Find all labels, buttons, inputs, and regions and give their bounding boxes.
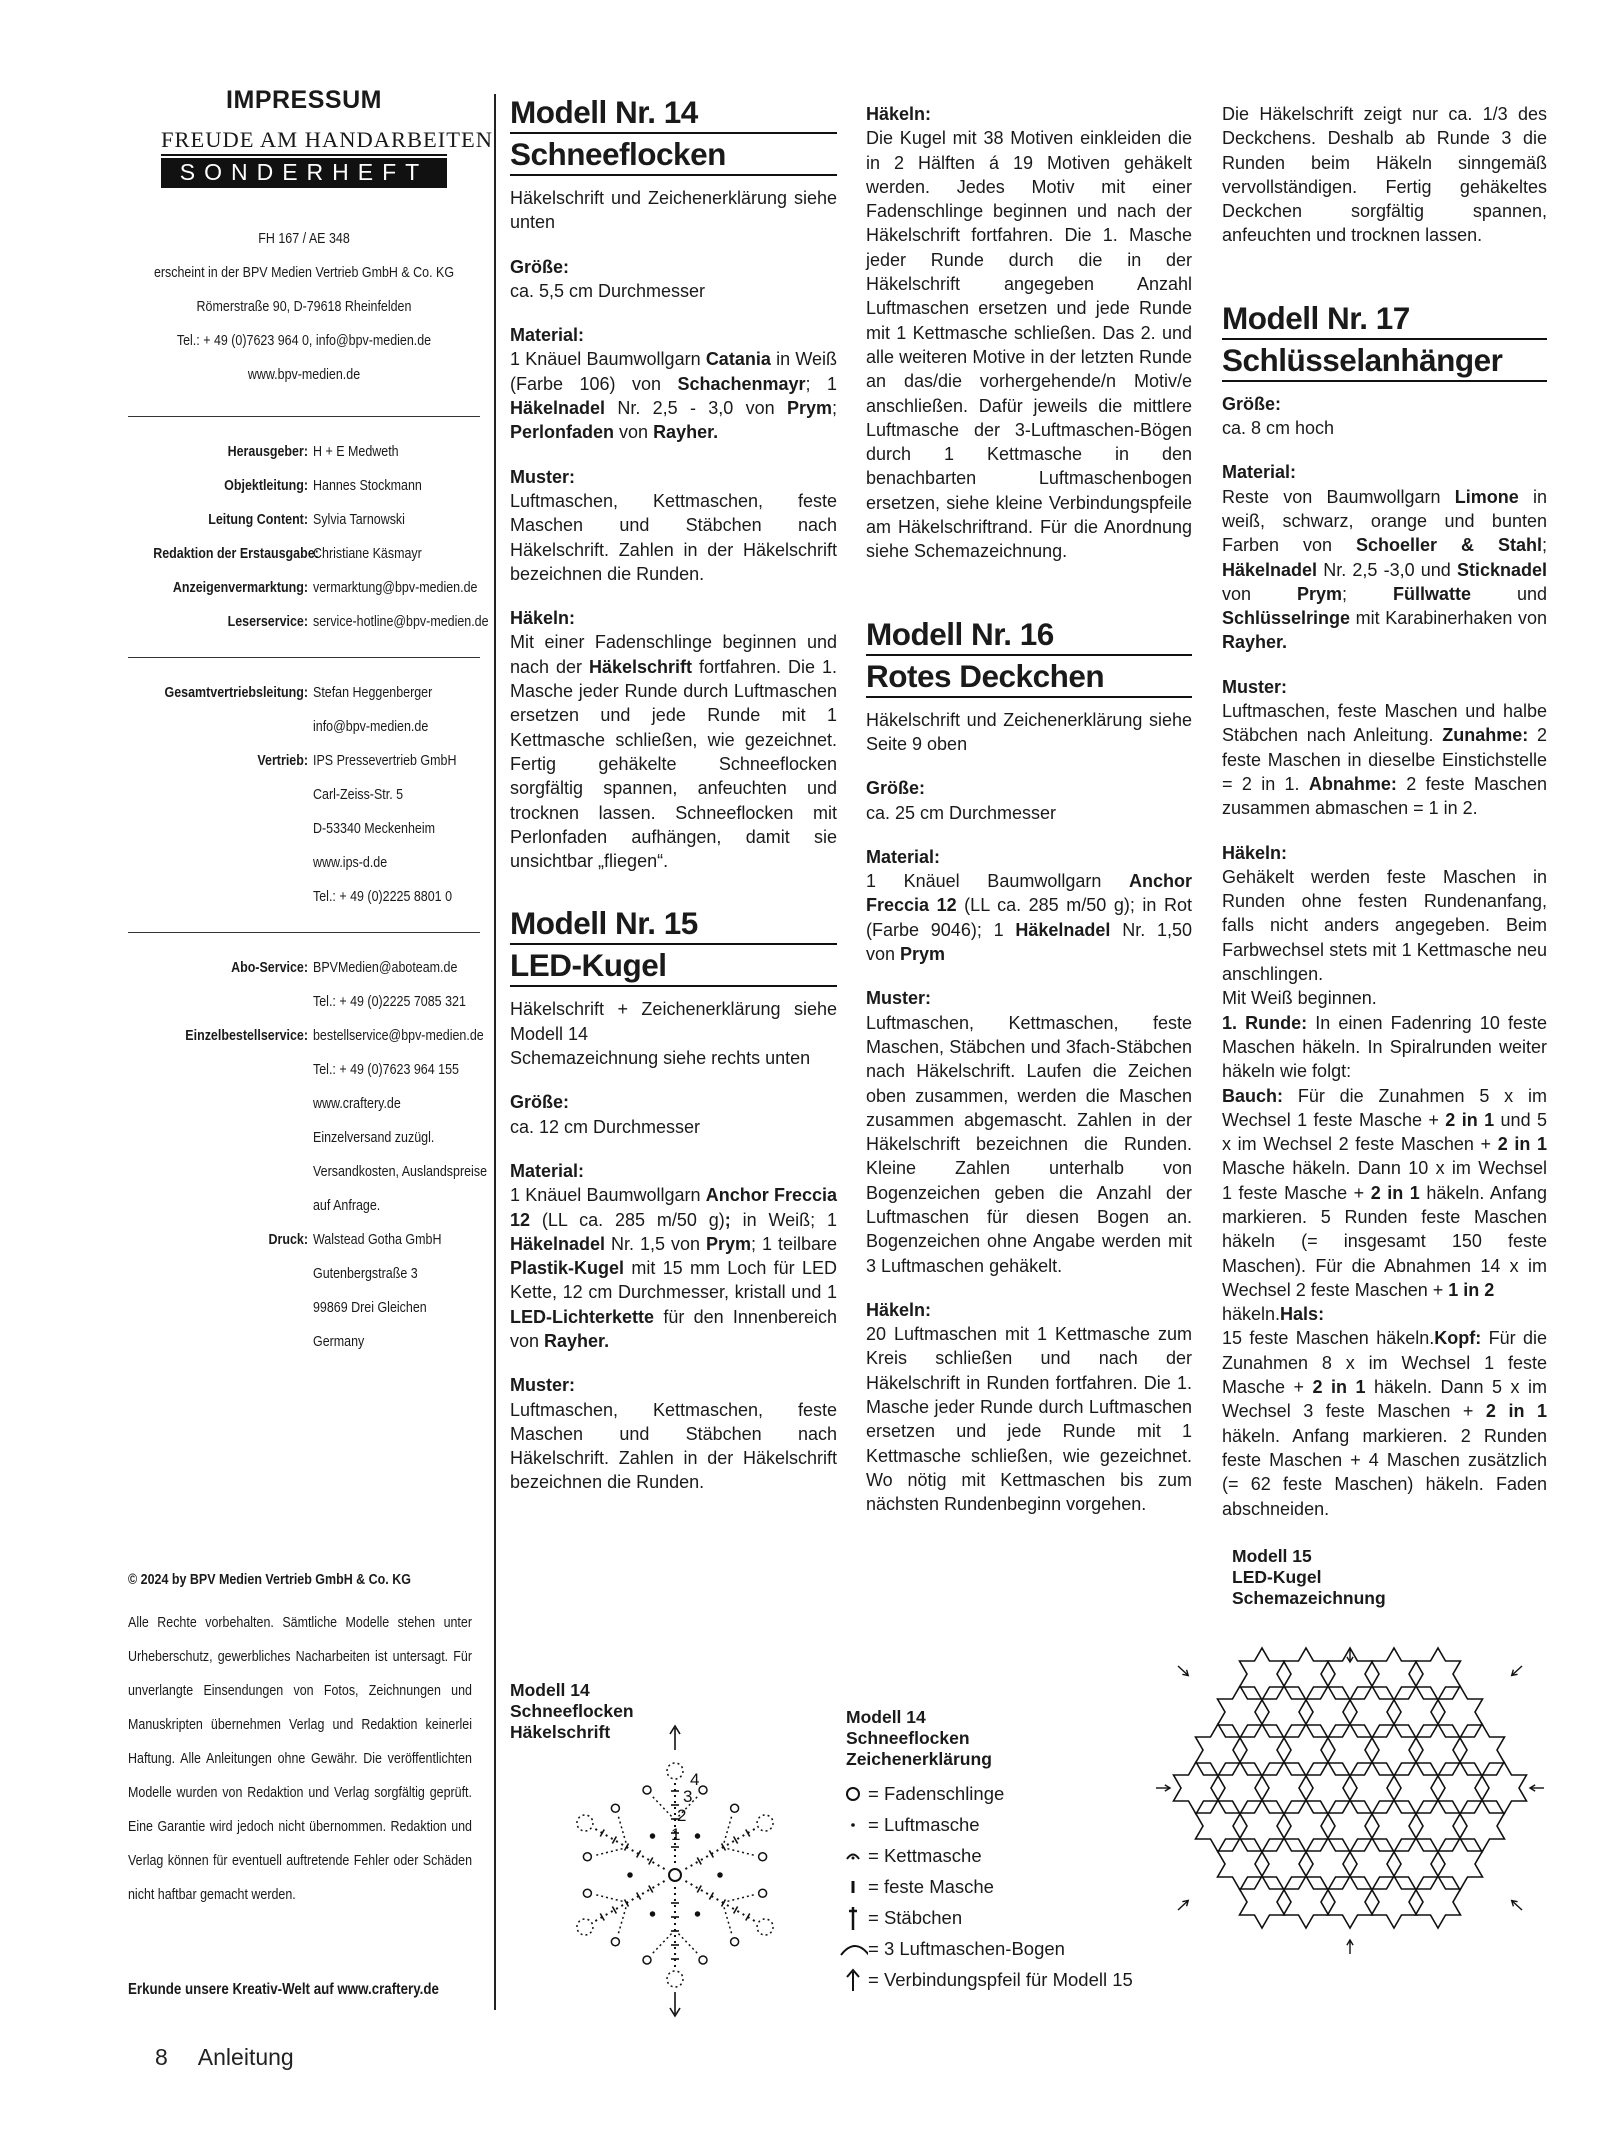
legend-row bbox=[838, 1964, 1133, 1995]
model-15-material: Material: 1 Knäuel Baumwollgarn Anchor Freccia 12 (LL ca. 285 m/50 g); in Weiß; 1 Häkelnadel Nr. 1,5 von Prym; 1 teilbare Plastik-Kugel mit 15 mm Loch für LED Kette, 12 cm Durchmesser, kristall und 1 LED-Lichterkette für den Innenbereich von Rayher. bbox=[510, 1160, 838, 1351]
model-17-pattern: Muster: Luftmaschen, feste Maschen und halbe Stäbchen nach Anleitung. Zunahme: 2 feste Maschen in dieselbe Einstichstelle = 2 in 1. Abnahme: 2 feste Maschen zusammen abmaschen = 1 in 2. bbox=[1222, 676, 1547, 819]
page-number: 8 bbox=[155, 2044, 168, 2070]
info-value: Germany bbox=[313, 1334, 365, 1350]
info-label bbox=[153, 846, 308, 880]
info-label: Vertrieb: bbox=[257, 753, 308, 769]
motif-star bbox=[1240, 1724, 1285, 1776]
column-2 bbox=[866, 102, 1192, 1537]
model-14-number: Modell Nr. 14 bbox=[510, 92, 837, 134]
motif-star bbox=[1460, 1800, 1505, 1852]
publisher-line: Römerstraße 90, D-79618 Rheinfelden bbox=[196, 299, 412, 315]
info-value: auf Anfrage. bbox=[313, 1198, 381, 1214]
info-label bbox=[153, 985, 308, 1019]
motif-star bbox=[1416, 1876, 1461, 1928]
model-16-intro: Häkelschrift und Zeichenerklärung siehe Seite 9 oben bbox=[866, 709, 1192, 754]
page-folio bbox=[155, 2044, 294, 2071]
symbol-legend bbox=[838, 1778, 1133, 1995]
info-label: Leitung Content: bbox=[208, 512, 308, 528]
info-label: Druck: bbox=[268, 1232, 308, 1248]
model-15-crochet: Häkeln: Die Kugel mit 38 Motiven einkleiden die in 2 Hälften á 19 Motiven gehäkelt werden. Jedes Motiv mit einer Fadenschlinge beginnen und nach der Häkelschrift fortfahren. Die 1. Masche jeder Runde durch die in der Häkelschrift angegeben Anzahl Luftmaschen ersetzen und jede Runde mit 1 Kettmasche schließen. Das 2. und alle weiteren Motive in der letzten Runde an das/die vorhergehende/n Motiv/e anschließen. Dafür jeweils die mittlere Luftmasche der 3-Luftmaschen-Bögen durch 1 Kettmasche in den benachbarten Luftmaschenbogen ersetzen, siehe kleine Verbindungspfeile am Häkelschriftrand. Für die Anordnung siehe Schemazeichnung. bbox=[866, 104, 1192, 562]
model-14-material: Material: 1 Knäuel Baumwollgarn Catania in Weiß (Farbe 106) von Schachenmayr; 1 Häkelnadel Nr. 2,5 - 3,0 von Prym; Perlonfaden von Rayher. bbox=[510, 325, 837, 443]
model-16-continued: Die Häkelschrift zeigt nur ca. 1/3 des Deckchens. Deshalb ab Runde 3 die Runden beim Häkeln sinngemäß vervollständigen. Fertig gehäkeltes Deckchen sorgfältig spannen, anfeuchten und trocknen lassen. bbox=[1222, 104, 1547, 246]
model-17-heading bbox=[1222, 298, 1547, 382]
section-name: Anleitung bbox=[197, 2044, 294, 2070]
model-17-number: Modell Nr. 17 bbox=[1222, 298, 1547, 340]
motif-star bbox=[1218, 1686, 1263, 1738]
big-arc-icon bbox=[838, 1939, 868, 1959]
model-16-crochet: Häkeln: 20 Luftmaschen mit 1 Kettmasche zum Kreis schließen und nach der Häkelschrift in Runden fortfahren. Die 1. Masche jeder Runde durch Luftmaschen ersetzen und jede Runde mit 1 Kettmasche schließen, wie gezeichnet. Wo nötig mit Kettmaschen bis zum nächsten Rundenbeginn vorgehen. bbox=[866, 1299, 1192, 1515]
motif-star bbox=[1350, 1762, 1395, 1814]
motif-star bbox=[1328, 1800, 1373, 1852]
divider bbox=[128, 657, 480, 658]
motif-star bbox=[1394, 1762, 1439, 1814]
publisher-line: www.bpv-medien.de bbox=[247, 367, 361, 383]
motif-star bbox=[1174, 1762, 1219, 1814]
divider bbox=[128, 932, 480, 933]
round-number: 4 bbox=[690, 1770, 700, 1789]
model-15-size: Größe: ca. 12 cm Durchmesser bbox=[510, 1092, 701, 1137]
info-value: D-53340 Meckenheim bbox=[313, 821, 435, 837]
info-label bbox=[153, 812, 308, 846]
model-15-name: LED-Kugel bbox=[510, 945, 837, 987]
impressum-title: IMPRESSUM bbox=[226, 86, 382, 114]
divider bbox=[128, 416, 480, 417]
legend-row bbox=[838, 1933, 1133, 1964]
round-number: 2 bbox=[677, 1806, 687, 1825]
motif-star bbox=[1438, 1838, 1483, 1890]
motif-star bbox=[1394, 1838, 1439, 1890]
legend-text: = Luftmasche bbox=[868, 1813, 980, 1835]
cross-stick-icon bbox=[838, 1904, 868, 1932]
model-16-name: Rotes Deckchen bbox=[866, 656, 1192, 698]
legend-text: = Stäbchen bbox=[868, 1906, 963, 1928]
motif-star bbox=[1306, 1686, 1351, 1738]
snowflake-chart bbox=[540, 1720, 810, 2020]
model-16-pattern: Muster: Luftmaschen, Kettmaschen, feste Maschen, Stäbchen und 3fach-Stäbchen nach Häkelschrift. Laufen die Zeichen oben zusammen, werden die Maschen zusammen abgemascht. Zahlen in der Häkelschrift bezeichnen die Runden. Kleine Zahlen unterhalb von Bogenzeichen geben die Anzahl der Luftmaschen für diesen Bogen an. Bogenzeichen ohne Angabe werden mit 3 Luftmaschen gehäkelt. bbox=[866, 988, 1192, 1276]
info-value: www.craftery.de bbox=[313, 1096, 401, 1112]
model-14-heading bbox=[510, 92, 837, 176]
model-15-number: Modell Nr. 15 bbox=[510, 903, 837, 945]
info-value: Tel.: + 49 (0)7623 964 155 bbox=[313, 1062, 459, 1078]
service-list bbox=[128, 951, 488, 1359]
magazine-logo bbox=[161, 127, 494, 188]
info-label bbox=[153, 1155, 308, 1189]
model-14-intro: Häkelschrift und Zeichenerklärung siehe unten bbox=[510, 188, 837, 233]
motif-star bbox=[1438, 1762, 1483, 1814]
motif-star bbox=[1196, 1724, 1241, 1776]
info-label bbox=[153, 1087, 308, 1121]
model-14-name: Schneeflocken bbox=[510, 134, 837, 176]
distribution-list bbox=[128, 676, 480, 914]
scheme-caption: Modell 15 LED-Kugel Schemazeichnung bbox=[1232, 1546, 1386, 1608]
info-value: 99869 Drei Gleichen bbox=[313, 1300, 427, 1316]
motif-star bbox=[1394, 1686, 1439, 1738]
info-label bbox=[153, 778, 308, 812]
small-arc-icon bbox=[838, 1847, 868, 1865]
rights-notice: Alle Rechte vorbehalten. Sämtliche Modelle stehen unter Urheberschutz, gewerbliches Nacharbeiten ist untersagt. Für unverlangte Einsendungen von Fotos, Zeichnungen und Manuskripten übernehmen Verlag und Redaktion keinerlei Haftung. Alle Anleitungen ohne Gewähr. Die veröffentlichten Modelle wurden von Redaktion und Verlag sorgfältig geprüft. Eine Garantie wird jedoch nicht übernommen. Redaktion und Verlag können für eventuell auftretende Fehler oder Schäden nicht haftbar gemacht werden. bbox=[128, 1615, 472, 1903]
info-value: Stefan Heggenberger bbox=[313, 685, 433, 701]
bar-icon bbox=[838, 1877, 868, 1897]
motif-star bbox=[1306, 1762, 1351, 1814]
motif-star bbox=[1372, 1648, 1417, 1700]
info-label bbox=[153, 880, 308, 914]
info-value: IPS Pressevertrieb GmbH bbox=[313, 753, 457, 769]
legend-row bbox=[838, 1902, 1133, 1933]
column-1 bbox=[510, 92, 837, 1515]
up-arrow-icon bbox=[838, 1967, 868, 1993]
motif-star bbox=[1416, 1648, 1461, 1700]
motif-star bbox=[1240, 1648, 1285, 1700]
model-16-number: Modell Nr. 16 bbox=[866, 614, 1192, 656]
model-15-intro: Häkelschrift + Zeichenerklärung siehe Modell 14 Schemazeichnung siehe rechts unten bbox=[510, 999, 837, 1069]
info-value: Christiane Käsmayr bbox=[313, 546, 422, 562]
model-16-heading bbox=[866, 614, 1192, 698]
info-value: Hannes Stockmann bbox=[313, 478, 422, 494]
publisher-line: Tel.: + 49 (0)7623 964 0, info@bpv-medien.de bbox=[176, 333, 432, 349]
model-14-pattern: Muster: Luftmaschen, Kettmaschen, feste Maschen und Stäbchen nach Häkelschrift. Zahlen in der Häkelschrift bezeichnen die Runden. bbox=[510, 466, 837, 584]
motif-star bbox=[1262, 1838, 1307, 1890]
info-value: info@bpv-medien.de bbox=[313, 719, 429, 735]
model-15-pattern: Muster: Luftmaschen, Kettmaschen, feste Maschen und Stäbchen nach Häkelschrift. Zahlen in der Häkelschrift bezeichnen die Runden. bbox=[510, 1375, 837, 1493]
info-value: Walstead Gotha GmbH bbox=[313, 1232, 442, 1248]
model-14-crochet: Häkeln: Mit einer Fadenschlinge beginnen und nach der Häkelschrift fortfahren. Die 1. Masche jeder Runde durch Luftmaschen ersetzen und jede Runde mit 1 Kettmasche schließen, wie gezeichnet. Fertig gehäkelte Schneeflocken sorgfältig spannen, anfeuchten und trocknen lassen. Schneeflocken mit Perlonfaden aufhängen, damit sie unsichtbar „fliegen“. bbox=[510, 608, 837, 872]
info-label bbox=[153, 1291, 308, 1325]
motif-star bbox=[1196, 1800, 1241, 1852]
motif-star bbox=[1262, 1762, 1307, 1814]
info-value: Einzelversand zuzügl. bbox=[313, 1130, 435, 1146]
info-label: Objektleitung: bbox=[224, 478, 308, 494]
legend-row bbox=[838, 1871, 1133, 1902]
round-number: 3 bbox=[683, 1787, 693, 1806]
chart-caption: Modell 14 Schneeflocken Häkelschrift bbox=[510, 1680, 634, 1742]
info-label: Anzeigenvermarktung: bbox=[172, 580, 308, 596]
motif-star bbox=[1350, 1686, 1395, 1738]
info-label bbox=[153, 710, 308, 744]
motif-star bbox=[1328, 1724, 1373, 1776]
info-value: Tel.: + 49 (0)2225 8801 0 bbox=[313, 889, 453, 905]
motif-star bbox=[1284, 1724, 1329, 1776]
publisher-info bbox=[153, 222, 456, 392]
info-value: BPVMedien@aboteam.de bbox=[313, 960, 458, 976]
column-divider bbox=[494, 94, 496, 2010]
info-value: Tel.: + 49 (0)2225 7085 321 bbox=[313, 994, 466, 1010]
motif-star bbox=[1306, 1838, 1351, 1890]
legend-row bbox=[838, 1778, 1133, 1809]
info-label bbox=[153, 1053, 308, 1087]
logo-line-2: SONDERHEFT bbox=[161, 158, 447, 188]
info-value: www.ips-d.de bbox=[313, 855, 388, 871]
motif-star bbox=[1284, 1876, 1329, 1928]
legend-caption: Modell 14 Schneeflocken Zeichenerklärung bbox=[846, 1707, 992, 1769]
model-17-size: Größe: ca. 8 cm hoch bbox=[1222, 393, 1335, 439]
publisher-line: FH 167 / AE 348 bbox=[258, 231, 350, 247]
motif-star bbox=[1284, 1648, 1329, 1700]
legend-text: = Verbindungspfeil für Modell 15 bbox=[868, 1968, 1133, 1990]
legend-row bbox=[838, 1809, 1133, 1840]
motif-star bbox=[1372, 1876, 1417, 1928]
motif-star bbox=[1372, 1800, 1417, 1852]
motif-star bbox=[1482, 1762, 1527, 1814]
info-value: bestellservice@bpv-medien.de bbox=[313, 1028, 484, 1044]
column-3 bbox=[1222, 102, 1547, 1541]
info-label: Redaktion der Erstausgabe: bbox=[153, 546, 319, 562]
info-label: Herausgeber: bbox=[227, 444, 308, 460]
info-label bbox=[153, 1325, 308, 1359]
motif-star bbox=[1460, 1724, 1505, 1776]
model-17-name: Schlüsselanhänger bbox=[1222, 340, 1547, 382]
info-value: Gutenbergstraße 3 bbox=[313, 1266, 418, 1282]
info-label bbox=[153, 1189, 308, 1223]
legend-text: = 3 Luftmaschen-Bogen bbox=[868, 1937, 1065, 1959]
legend-row bbox=[838, 1840, 1133, 1871]
info-value: service-hotline@bpv-medien.de bbox=[313, 614, 489, 630]
impressum bbox=[128, 86, 494, 1359]
motif-star bbox=[1262, 1686, 1307, 1738]
motif-star bbox=[1350, 1838, 1395, 1890]
info-label: Leserservice: bbox=[227, 614, 308, 630]
motif-star bbox=[1240, 1800, 1285, 1852]
circle-icon bbox=[838, 1785, 868, 1803]
info-value: Carl-Zeiss-Str. 5 bbox=[313, 787, 404, 803]
motif-star bbox=[1284, 1800, 1329, 1852]
staff-list bbox=[128, 435, 489, 639]
info-value: Versandkosten, Auslandspreise bbox=[313, 1164, 488, 1180]
info-value: H + E Medweth bbox=[313, 444, 399, 460]
model-17-material: Material: Reste von Baumwollgarn Limone in weiß, schwarz, orange und bunten Farben von Schoeller & Stahl; Häkelnadel Nr. 2,5 -3,0 und Sticknadel von Prym; Füllwatte und Schlüsselringe mit Karabinerhaken von Rayher. bbox=[1222, 462, 1547, 653]
model-15-heading bbox=[510, 903, 837, 987]
round-number: 1 bbox=[671, 1825, 681, 1844]
motif-star bbox=[1416, 1800, 1461, 1852]
info-label bbox=[153, 1121, 308, 1155]
info-label: Einzelbestellservice: bbox=[185, 1028, 308, 1044]
publisher-line: erscheint in der BPV Medien Vertrieb GmbH & Co. KG bbox=[153, 265, 455, 281]
motif-star bbox=[1240, 1876, 1285, 1928]
motif-star bbox=[1328, 1876, 1373, 1928]
motif-star bbox=[1218, 1838, 1263, 1890]
website-promo: Erkunde unsere Kreativ-Welt auf www.craftery.de bbox=[128, 1981, 439, 1998]
info-value: vermarktung@bpv-medien.de bbox=[313, 580, 478, 596]
motif-star bbox=[1416, 1724, 1461, 1776]
legend-text: = feste Masche bbox=[868, 1875, 994, 1897]
dot-icon bbox=[838, 1816, 868, 1834]
motif-star bbox=[1218, 1762, 1263, 1814]
model-14-size: Größe: ca. 5,5 cm Durchmesser bbox=[510, 256, 706, 301]
motif-star bbox=[1372, 1724, 1417, 1776]
model-16-material: Material: 1 Knäuel Baumwollgarn Anchor Freccia 12 (LL ca. 285 m/50 g); in Rot (Farbe 9046); 1 Häkelnadel Nr. 1,50 von Prym bbox=[866, 846, 1192, 965]
model-16-size: Größe: ca. 25 cm Durchmesser bbox=[866, 778, 1057, 823]
logo-line-1: FREUDE AM HANDARBEITEN bbox=[161, 127, 447, 156]
info-label: Abo-Service: bbox=[231, 960, 308, 976]
legend-text: = Fadenschlinge bbox=[868, 1782, 1005, 1804]
legend-text: = Kettmasche bbox=[868, 1844, 982, 1866]
motif-star bbox=[1438, 1686, 1483, 1738]
led-ball-scheme bbox=[1150, 1618, 1550, 1968]
info-label: Gesamtvertriebsleitung: bbox=[164, 685, 308, 701]
info-value: Sylvia Tarnowski bbox=[313, 512, 405, 528]
copyright: © 2024 by BPV Medien Vertrieb GmbH & Co. KG bbox=[128, 1572, 411, 1588]
model-17-crochet: Häkeln: Gehäkelt werden feste Maschen in Runden ohne festen Rundenanfang, falls nicht anders angegeben. Beim Farbwechsel stets mit 1 Kettmasche neu anschlingen. Mit Weiß beginnen. 1. Runde: In einen Fadenring 10 feste Maschen häkeln. In Spiralrunden weiter häkeln wie folgt: Bauch: Für die Zunahmen 5 x im Wechsel 1 feste Masche + 2 in 1 und 5 x im Wechsel 2 feste Maschen + 2 in 1 Masche häkeln. Dann 10 x im Wechsel 1 feste Masche + 2 in 1 häkeln. Anfang markieren. 5 Runden feste Maschen häkeln (= insgesamt 150 feste Maschen). Für die Abnahmen 14 x im Wechsel 2 feste Maschen + 1 in 2 häkeln.Hals: 15 feste Maschen häkeln.Kopf: Für die Zunahmen 8 x im Wechsel 1 feste Masche + 2 in 1 häkeln. Dann 5 x im Wechsel 3 feste Maschen + 2 in 1 häkeln. Anfang markieren. 2 Runden feste Maschen + 4 Maschen zusätzlich (= 62 feste Maschen) häkeln. Faden abschneiden. bbox=[1222, 842, 1547, 1519]
info-label bbox=[153, 1257, 308, 1291]
